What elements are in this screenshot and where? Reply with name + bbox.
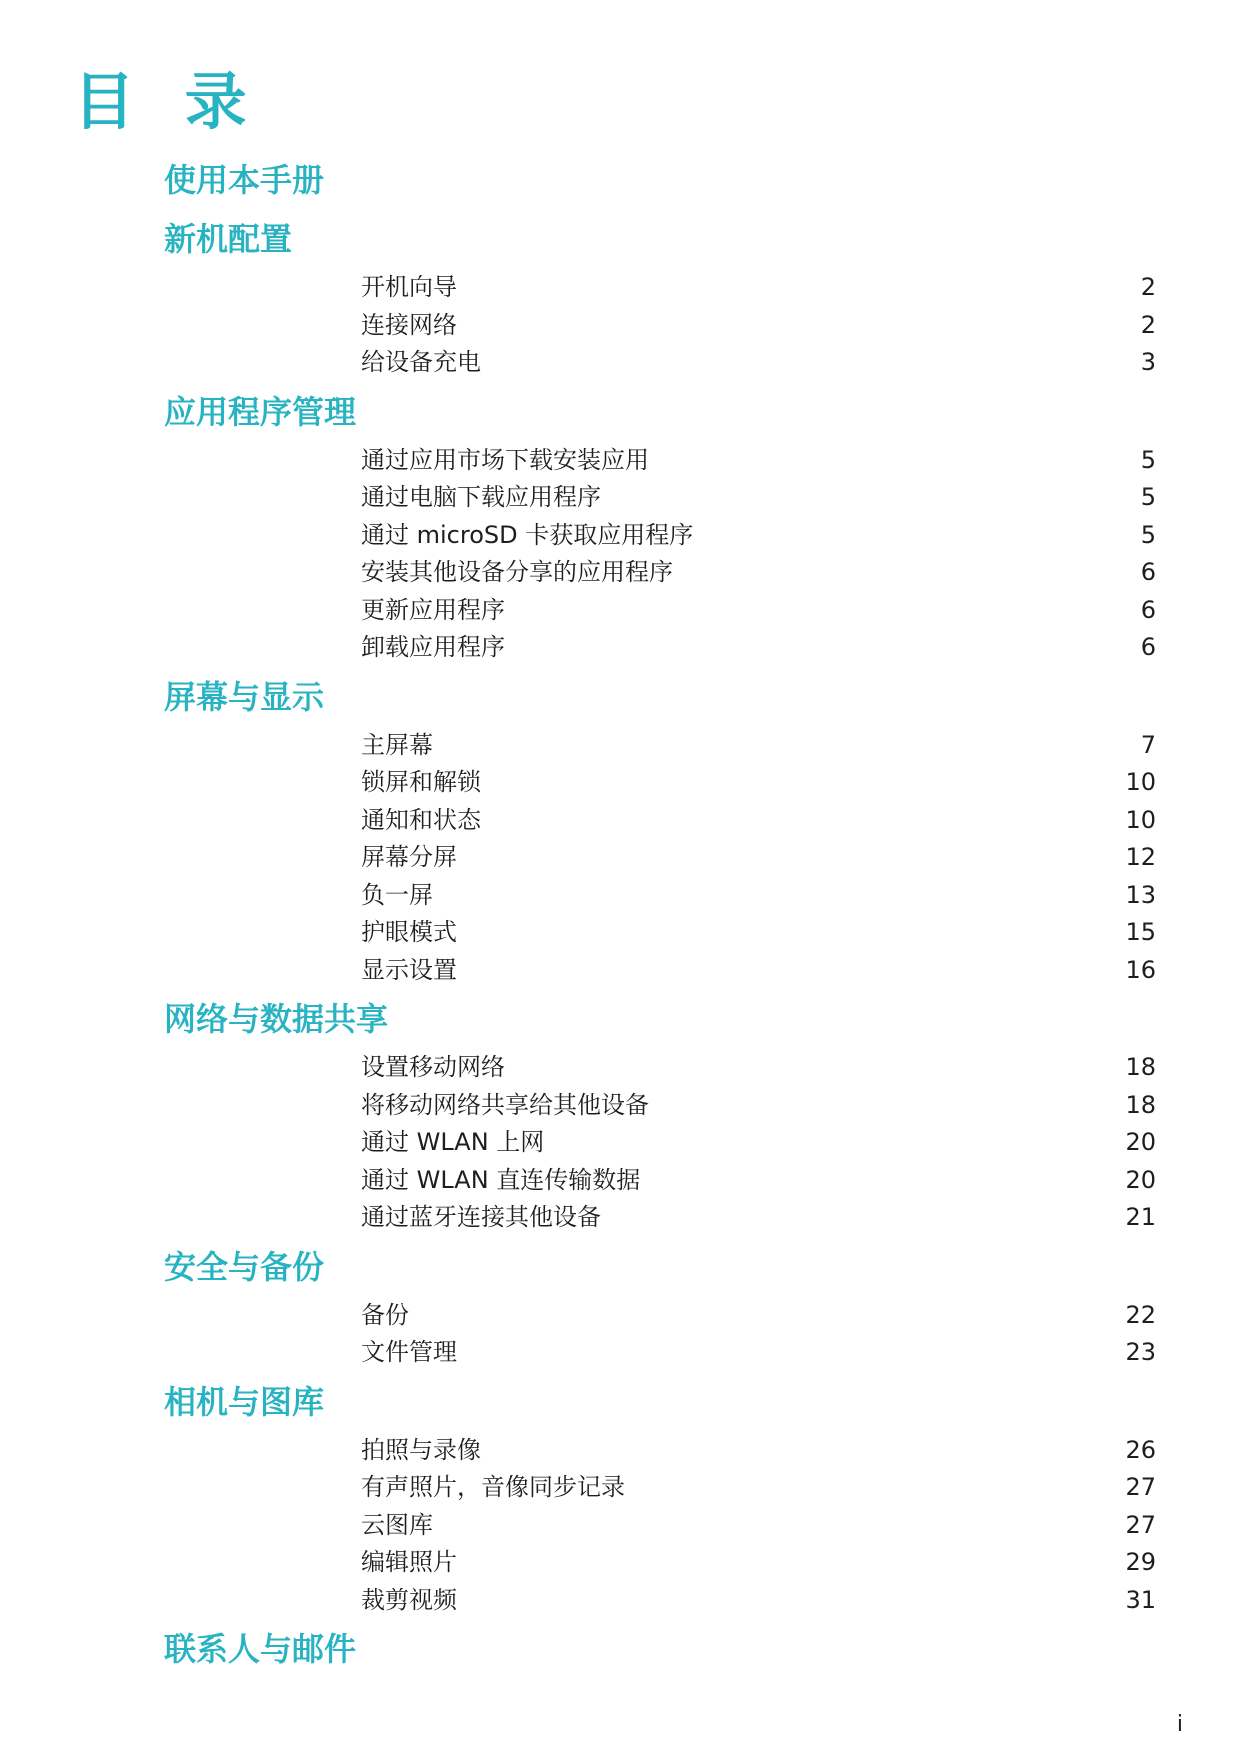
toc-entry[interactable] <box>0 1049 1241 1087</box>
toc-entry-label: 备份 <box>361 1300 409 1329</box>
section-heading[interactable]: 屏幕与显示 <box>164 677 325 716</box>
toc-entry-page-number: 12 <box>1125 843 1156 871</box>
toc-entry-page-number: 15 <box>1125 918 1156 946</box>
toc-entry[interactable] <box>0 764 1241 802</box>
toc-section <box>0 1629 1241 1669</box>
toc-entry-label: 显示设置 <box>361 955 457 984</box>
toc-section <box>0 1382 1241 1620</box>
toc-entry-page-number: 10 <box>1125 768 1156 796</box>
toc-section <box>0 160 1241 200</box>
toc-entry[interactable] <box>0 877 1241 915</box>
toc-entry-page-number: 21 <box>1125 1203 1156 1231</box>
toc-section <box>0 219 1241 382</box>
toc-entry-page-number: 6 <box>1140 633 1156 661</box>
toc-entry[interactable] <box>0 1334 1241 1372</box>
toc-entry[interactable] <box>0 269 1241 307</box>
table-of-contents <box>0 160 1241 1688</box>
toc-entry[interactable] <box>0 307 1241 345</box>
toc-entry-page-number: 2 <box>1140 310 1156 339</box>
toc-entry-label: 将移动网络共享给其他设备 <box>361 1090 649 1119</box>
toc-entry-page-number: 13 <box>1125 880 1156 909</box>
toc-entry-label: 拍照与录像 <box>361 1435 481 1464</box>
toc-entry-page-number: 27 <box>1125 1510 1156 1539</box>
toc-entry-label: 通过 microSD 卡获取应用程序 <box>361 520 694 549</box>
toc-entry-page-number: 18 <box>1125 1090 1156 1119</box>
toc-entry-label: 裁剪视频 <box>361 1585 457 1614</box>
toc-entry[interactable] <box>0 1544 1241 1582</box>
toc-entry-label: 通过电脑下载应用程序 <box>361 483 601 511</box>
toc-entry[interactable] <box>0 479 1241 517</box>
toc-entry[interactable] <box>0 517 1241 555</box>
toc-entry-page-number: 6 <box>1140 595 1156 624</box>
toc-entry-list <box>0 727 1241 990</box>
toc-entry[interactable] <box>0 952 1241 990</box>
toc-entry-label: 锁屏和解锁 <box>361 768 481 796</box>
toc-entry[interactable] <box>0 1124 1241 1162</box>
toc-entry-label: 开机向导 <box>361 273 457 301</box>
toc-entry-page-number: 5 <box>1140 483 1156 511</box>
toc-entry[interactable] <box>0 914 1241 952</box>
toc-entry-page-number: 20 <box>1125 1165 1156 1194</box>
toc-entry-label: 屏幕分屏 <box>361 843 457 871</box>
toc-entry-label: 编辑照片 <box>361 1548 457 1576</box>
section-heading[interactable]: 网络与数据共享 <box>164 1000 389 1038</box>
section-heading[interactable]: 新机配置 <box>164 220 293 258</box>
toc-entry[interactable] <box>0 554 1241 592</box>
toc-entry-label: 设置移动网络 <box>361 1053 505 1081</box>
toc-entry[interactable] <box>0 344 1241 382</box>
toc-entry[interactable] <box>0 592 1241 630</box>
toc-entry[interactable] <box>0 1507 1241 1545</box>
toc-entry-label: 云图库 <box>361 1510 433 1539</box>
toc-section <box>0 392 1241 667</box>
section-heading[interactable]: 应用程序管理 <box>164 392 357 431</box>
toc-entry-list <box>0 442 1241 667</box>
toc-entry-label: 负一屏 <box>361 880 433 909</box>
toc-entry[interactable] <box>0 802 1241 840</box>
toc-entry-list <box>0 1432 1241 1620</box>
toc-entry-label: 安装其他设备分享的应用程序 <box>361 558 673 586</box>
toc-entry[interactable] <box>0 1297 1241 1335</box>
toc-entry-page-number: 5 <box>1140 520 1156 549</box>
toc-entry-label: 文件管理 <box>361 1338 457 1366</box>
toc-entry-list <box>0 269 1241 382</box>
toc-entry[interactable] <box>0 1199 1241 1237</box>
toc-entry[interactable] <box>0 1469 1241 1507</box>
toc-entry-page-number: 29 <box>1125 1548 1156 1576</box>
toc-entry[interactable] <box>0 442 1241 480</box>
toc-section <box>0 999 1241 1237</box>
toc-entry[interactable] <box>0 1582 1241 1620</box>
toc-entry-label: 通过蓝牙连接其他设备 <box>361 1203 601 1231</box>
toc-entry-page-number: 7 <box>1140 730 1156 759</box>
toc-entry-page-number: 10 <box>1125 805 1156 834</box>
toc-entry-label: 卸载应用程序 <box>361 633 505 661</box>
toc-entry-label: 护眼模式 <box>361 918 457 946</box>
toc-entry-label: 有声照片，音像同步记录 <box>361 1473 625 1501</box>
section-heading[interactable]: 相机与图库 <box>164 1382 325 1421</box>
toc-entry-list <box>0 1297 1241 1372</box>
section-heading[interactable]: 使用本手册 <box>164 161 325 199</box>
page-title: 目 录 <box>73 65 261 138</box>
toc-entry-page-number: 16 <box>1125 955 1156 984</box>
toc-entry[interactable] <box>0 1162 1241 1200</box>
toc-entry-page-number: 18 <box>1125 1053 1156 1081</box>
toc-entry[interactable] <box>0 839 1241 877</box>
toc-entry-label: 给设备充电 <box>361 348 481 376</box>
toc-entry[interactable] <box>0 727 1241 765</box>
toc-entry-page-number: 26 <box>1125 1435 1156 1464</box>
toc-entry-label: 通过 WLAN 上网 <box>361 1128 545 1156</box>
toc-entry-page-number: 3 <box>1140 348 1156 376</box>
toc-entry-page-number: 5 <box>1140 445 1156 474</box>
toc-entry-list <box>0 1049 1241 1237</box>
toc-entry-page-number: 6 <box>1140 558 1156 586</box>
section-heading[interactable]: 联系人与邮件 <box>164 1630 357 1668</box>
toc-entry-label: 通过应用市场下载安装应用 <box>361 445 649 474</box>
page-number: i <box>1176 1712 1183 1737</box>
toc-entry-label: 连接网络 <box>361 310 457 339</box>
toc-entry-label: 通知和状态 <box>361 805 481 834</box>
toc-entry-page-number: 27 <box>1125 1473 1156 1501</box>
toc-entry[interactable] <box>0 629 1241 667</box>
toc-entry-label: 主屏幕 <box>361 730 433 759</box>
toc-entry-page-number: 31 <box>1125 1585 1156 1614</box>
toc-entry-label: 通过 WLAN 直连传输数据 <box>361 1165 641 1194</box>
toc-entry-page-number: 23 <box>1125 1338 1156 1366</box>
toc-section <box>0 677 1241 990</box>
toc-entry-page-number: 22 <box>1125 1300 1156 1329</box>
section-heading[interactable]: 安全与备份 <box>164 1247 325 1286</box>
toc-entry-label: 更新应用程序 <box>361 595 505 624</box>
toc-entry-page-number: 2 <box>1140 273 1156 301</box>
toc-entry-page-number: 20 <box>1125 1128 1156 1156</box>
toc-entry[interactable] <box>0 1432 1241 1470</box>
toc-section <box>0 1247 1241 1372</box>
toc-entry[interactable] <box>0 1087 1241 1125</box>
